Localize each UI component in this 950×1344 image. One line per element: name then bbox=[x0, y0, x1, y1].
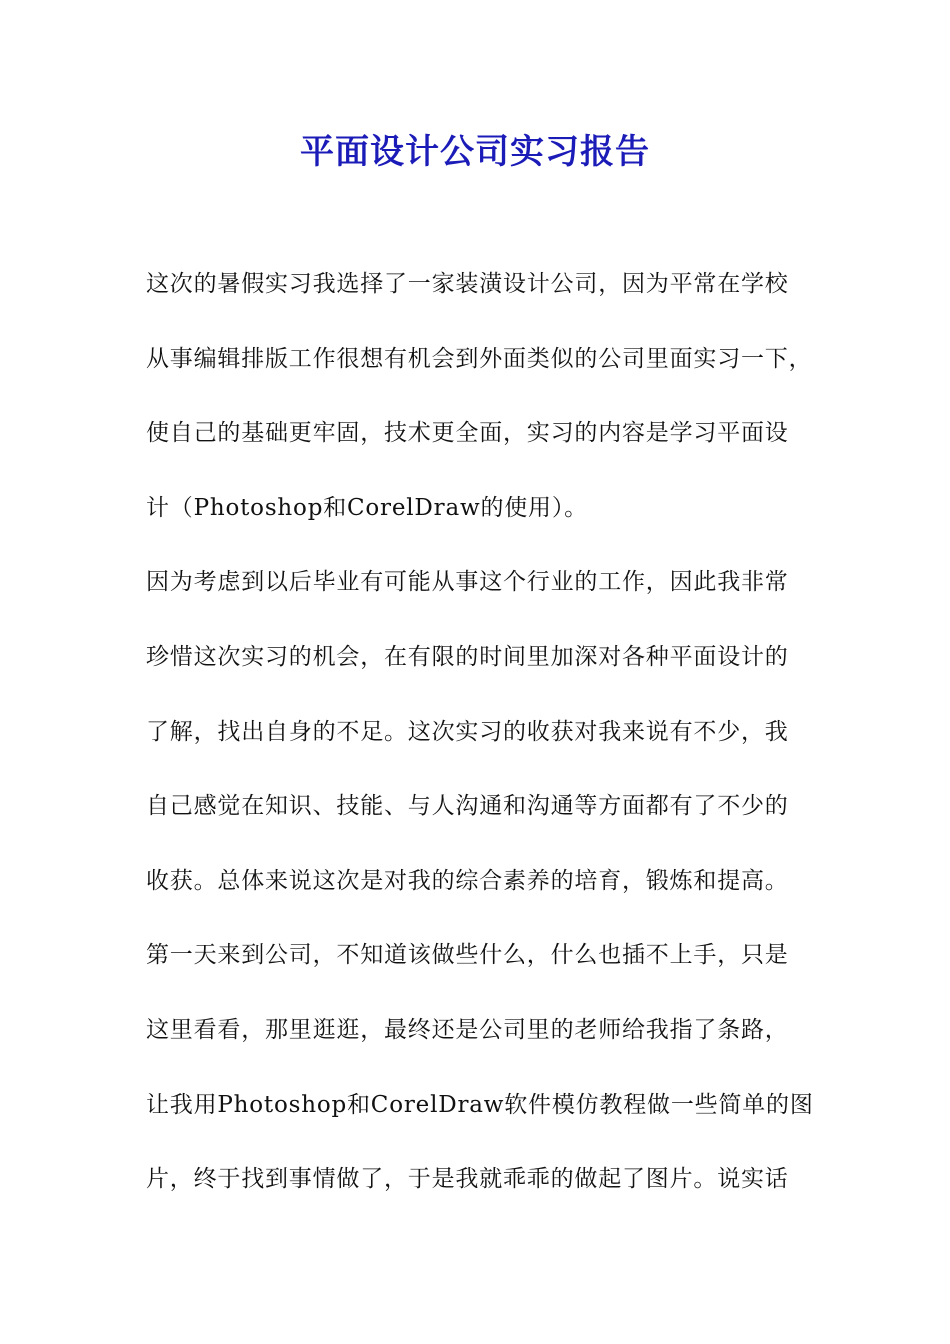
text-line: 因为考虑到以后毕业有可能从事这个行业的工作，因此我非常 bbox=[146, 569, 789, 596]
document-body bbox=[146, 262, 826, 1232]
text-line: 使自己的基础更牢固，技术更全面，实习的内容是学习平面设 bbox=[146, 420, 789, 447]
text-line: 计（Photoshop和CorelDraw的使用）。 bbox=[146, 494, 588, 521]
text-line: 收获。总体来说这次是对我的综合素养的培育，锻炼和提高。 bbox=[146, 867, 789, 894]
text-line: 珍惜这次实习的机会，在有限的时间里加深对各种平面设计的 bbox=[146, 643, 789, 670]
text-line: 第一天来到公司，不知道该做些什么，什么也插不上手，只是 bbox=[146, 942, 789, 969]
text-line: 这里看看，那里逛逛，最终还是公司里的老师给我指了条路， bbox=[146, 1016, 789, 1043]
text-line: 从事编辑排版工作很想有机会到外面类似的公司里面实习一下， bbox=[146, 345, 813, 372]
text-line: 这次的暑假实习我选择了一家装潢设计公司，因为平常在学校 bbox=[146, 271, 789, 297]
text-line: 自己感觉在知识、技能、与人沟通和沟通等方面都有了不少的 bbox=[146, 793, 789, 820]
document-title: 平面设计公司实习报告 bbox=[300, 132, 650, 172]
text-line: 让我用Photoshop和CorelDraw软件模仿教程做一些简单的图 bbox=[146, 1091, 814, 1118]
text-line: 片，终于找到事情做了，于是我就乖乖的做起了图片。说实话 bbox=[146, 1166, 789, 1193]
text-line: 了解，找出自身的不足。这次实习的收获对我来说有不少，我 bbox=[146, 718, 789, 745]
